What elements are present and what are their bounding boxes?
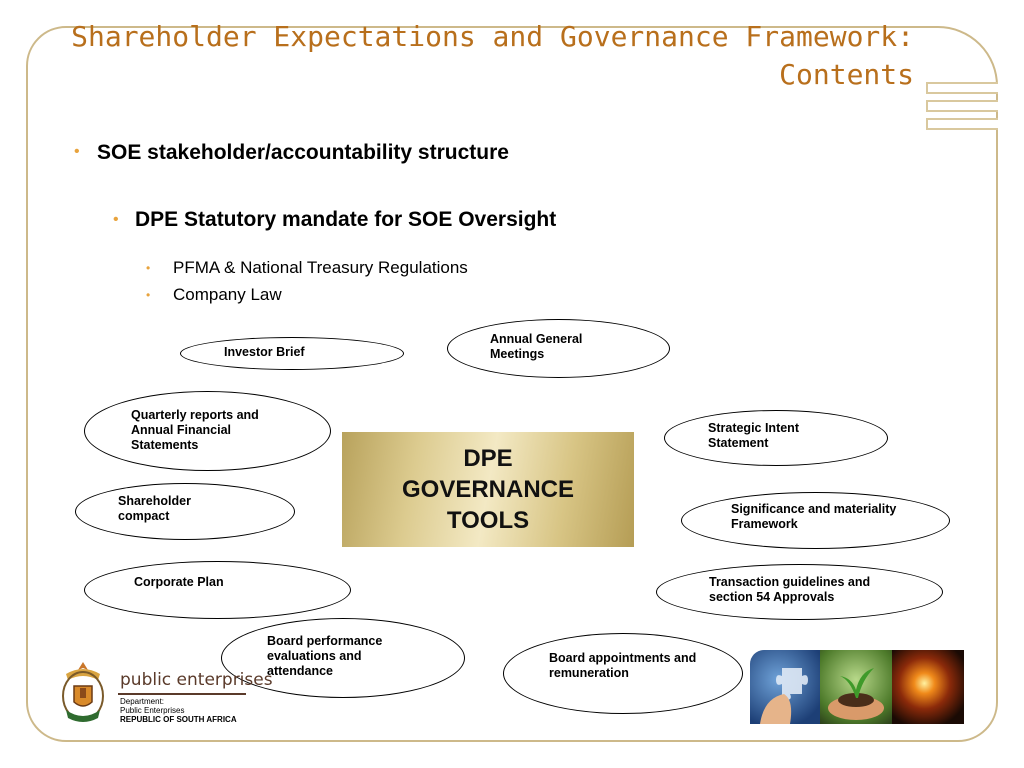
logo-line-2: Public Enterprises [120,706,185,715]
bullet-level3-pfma: PFMA & National Treasury Regulations [173,258,468,277]
center-line-2: GOVERNANCE [401,476,575,503]
bullet-level1: SOE stakeholder/accountability structure [97,141,509,164]
logo-line-1: Department: [120,697,165,706]
bullet-level2: DPE Statutory mandate for SOE Oversight [135,208,557,231]
decor-bar-2 [926,100,998,112]
label-board-appointments: Board appointments and remuneration [549,651,697,680]
puzzle-hand-photo [750,650,820,724]
slide-frame [26,26,998,742]
bullet-dot-3a: • [146,261,151,275]
label-strategic-intent: Strategic Intent Statement [708,421,799,450]
label-board-performance: Board performance evaluations and attendance [267,634,383,678]
decor-bar-1 [926,82,998,94]
light-burst-photo [892,650,964,724]
label-shareholder-compact: Shareholder compact [118,494,191,523]
bullet-dot-2: • [113,211,119,228]
label-corporate-plan: Corporate Plan [134,575,224,589]
decor-bar-3 [926,118,998,130]
label-agm: Annual General Meetings [490,332,583,361]
slide-title [54,18,914,94]
dpe-governance-tools-box [342,432,634,547]
bullet-dot-1: • [74,143,80,160]
label-significance-framework: Significance and materiality Framework [731,502,897,531]
logo-divider [118,693,246,695]
label-transaction-guidelines: Transaction guidelines and section 54 Approvals [709,575,871,604]
oval-corporate-plan [84,561,351,619]
photo-strip [750,650,964,724]
label-investor-brief: Investor Brief [224,345,305,359]
title-line-2: Contents [779,58,914,91]
label-quarterly-reports: Quarterly reports and Annual Financial Statements [131,408,259,452]
coat-of-arms-icon [58,660,108,726]
bullet-level3-company-law: Company Law [173,285,282,304]
logo-name: public enterprises [120,670,273,690]
title-line-1: Shareholder Expectations and Governance Framework: [71,20,914,53]
seedling-hands-photo [820,650,892,724]
logo-line-3: REPUBLIC OF SOUTH AFRICA [120,715,237,724]
center-line-3: TOOLS [446,507,530,534]
center-line-1: DPE [463,445,513,472]
bullet-dot-3b: • [146,288,151,302]
